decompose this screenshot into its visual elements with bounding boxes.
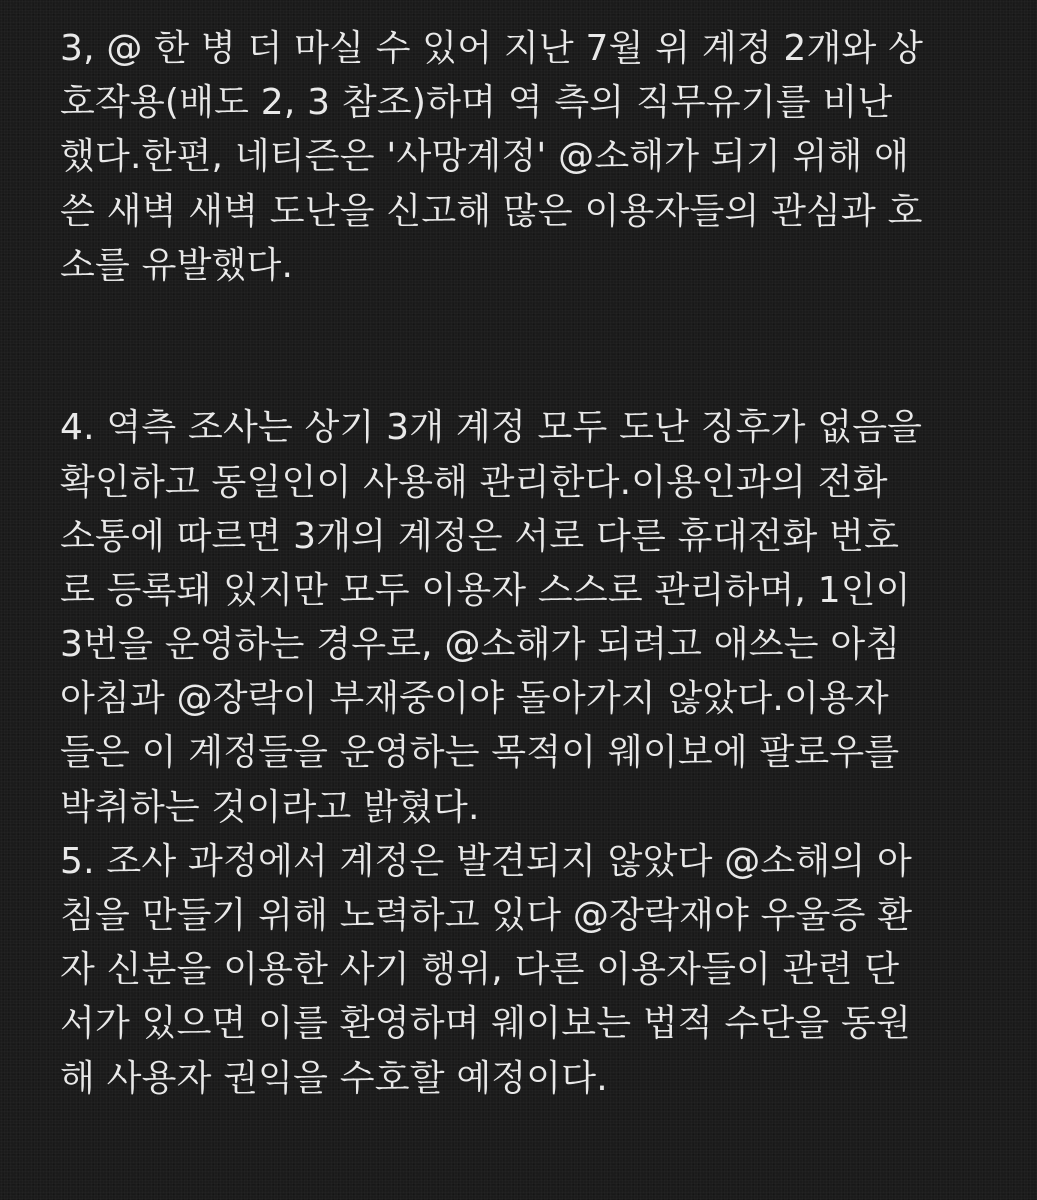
text-line: 호작용(배도 2, 3 참조)하며 역 측의 직무유기를 비난 bbox=[60, 82, 893, 124]
text-line: 박취하는 것이라고 밝혔다. bbox=[60, 786, 480, 828]
paragraph-spacer bbox=[60, 293, 990, 401]
text-line: 들은 이 계정들을 운영하는 목적이 웨이보에 팔로우를 bbox=[60, 732, 900, 774]
text-line: 4. 역측 조사는 상기 3개 계정 모두 도난 징후가 없음을 bbox=[60, 407, 923, 449]
text-line: 5. 조사 과정에서 계정은 발견되지 않았다 @소해의 아 bbox=[60, 840, 912, 882]
text-line: 아침과 @장락이 부재중이야 돌아가지 않았다.이용자 bbox=[60, 678, 889, 720]
text-line: 해 사용자 권익을 수호할 예정이다. bbox=[60, 1057, 608, 1099]
paragraph-5 bbox=[60, 835, 990, 1106]
paragraph-4 bbox=[60, 401, 990, 835]
text-line: 침을 만들기 위해 노력하고 있다 @장락재야 우울증 환 bbox=[60, 895, 913, 937]
text-line: 3, @ 한 병 더 마실 수 있어 지난 7월 위 계정 2개와 상 bbox=[60, 28, 924, 69]
text-line: 자 신분을 이용한 사기 행위, 다른 이용자들이 관련 단 bbox=[60, 949, 900, 991]
paragraph-3 bbox=[60, 22, 990, 293]
text-line: 3번을 운영하는 경우로, @소해가 되려고 애쓰는 아침 bbox=[60, 624, 901, 666]
text-line: 로 등록돼 있지만 모두 이용자 스스로 관리하며, 1인이 bbox=[60, 569, 911, 611]
text-line: 소를 유발했다. bbox=[60, 244, 294, 286]
text-line: 소통에 따르면 3개의 계정은 서로 다른 휴대전화 번호 bbox=[60, 515, 900, 557]
text-line: 확인하고 동일인이 사용해 관리한다.이용인과의 전화 bbox=[60, 461, 888, 503]
note-text-body bbox=[60, 22, 990, 1106]
text-line: 했다.한편, 네티즌은 '사망계정' @소해가 되기 위해 애 bbox=[60, 136, 910, 178]
text-line: 쓴 새벽 새벽 도난을 신고해 많은 이용자들의 관심과 호 bbox=[60, 190, 923, 232]
text-line: 서가 있으면 이를 환영하며 웨이보는 법적 수단을 동원 bbox=[60, 1003, 911, 1045]
